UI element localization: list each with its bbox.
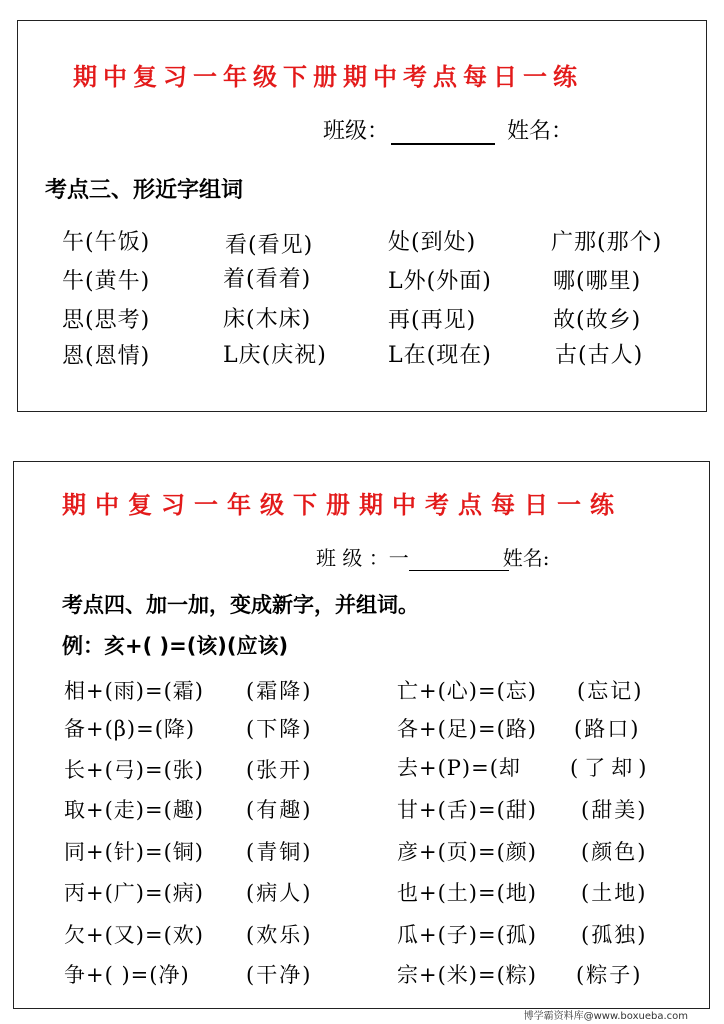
answer-word-left: (有趣) [246, 798, 313, 822]
word-item: 午(午饭) [62, 230, 151, 255]
equation-left: 欠+(又)=(欢) [64, 923, 204, 947]
worksheet-card-2 [13, 461, 710, 1009]
example-line: 例：亥+( )=(该)(应该) [62, 634, 289, 658]
answer-word-left: (张开) [246, 758, 313, 782]
worksheet-title: 期中复习一年级下册期中考点每日一练 [62, 491, 623, 519]
equation-right: 去+(P)=(却 [397, 756, 521, 780]
equation-right: 各+(足)=(路) [397, 717, 537, 741]
answer-word-right: (甜美) [581, 798, 648, 822]
word-item: 故(故乡) [553, 308, 642, 333]
equation-left: 相+(雨)=(霜) [64, 679, 204, 703]
class-label: 班 级 ：一 [316, 546, 409, 570]
answer-word-left: (下降) [246, 717, 313, 741]
equation-right: 甘+(舌)=(甜) [397, 798, 537, 822]
answer-word-left: (欢乐) [246, 923, 313, 947]
equation-left: 备+(β)=(降) [64, 717, 196, 741]
answer-word-left: (青铜) [246, 840, 313, 864]
worksheet-title: 期中复习一年级下册期中考点每日一练 [73, 63, 583, 91]
word-item: 着(看着) [223, 267, 312, 292]
class-label: 班级： [323, 119, 390, 144]
equation-right: 宗+(米)=(粽) [397, 963, 537, 987]
equation-right: 亡+(心)=(忘) [397, 679, 537, 703]
word-item: 看(看见) [225, 233, 314, 258]
footer-watermark: 博学霸资料库@www.boxueba.com [523, 1011, 688, 1022]
word-item: 古(古人) [555, 343, 644, 368]
word-item: 床(木床) [223, 307, 312, 332]
answer-word-left: (病人) [246, 881, 313, 905]
equation-left: 丙+(广)=(病) [64, 881, 204, 905]
word-item: 处(到处) [388, 230, 477, 255]
answer-word-right: (路口) [574, 717, 641, 741]
answer-word-right: (颜色) [581, 840, 648, 864]
word-item: 牛(黄牛) [62, 269, 151, 294]
word-item: 思(思考) [62, 308, 151, 333]
class-name-line [316, 542, 549, 571]
equation-left: 长+(弓)=(张) [64, 758, 204, 782]
equation-left: 同+(针)=(铜) [64, 840, 204, 864]
answer-word-right: (了却) [570, 756, 653, 780]
equation-right: 也+(土)=(地) [397, 881, 537, 905]
word-item: 再(再见) [388, 308, 477, 333]
word-item: 恩(恩情) [62, 344, 151, 369]
equation-right: 彦+(页)=(颜) [397, 840, 537, 864]
equation-left: 争+( )=(净) [64, 963, 190, 987]
name-label: 姓名： [507, 119, 574, 144]
answer-word-left: (干净) [246, 963, 313, 987]
answer-word-right: (土地) [581, 881, 648, 905]
word-item: 哪(哪里) [553, 269, 642, 294]
word-item: L庆(庆祝) [223, 343, 327, 368]
name-label: 姓名: [502, 546, 550, 570]
word-item: 广那(那个) [551, 230, 663, 255]
class-blank[interactable] [391, 123, 495, 145]
section-heading: 考点四、加一加，变成新字，并组词。 [62, 593, 419, 617]
word-item: L在(现在) [388, 343, 492, 368]
answer-word-right: (孤独) [581, 923, 648, 947]
equation-left: 取+(走)=(趣) [64, 798, 204, 822]
word-item: L外(外面) [388, 269, 492, 294]
section-heading: 考点三、形近字组词 [45, 178, 244, 203]
worksheet-card-1 [17, 20, 707, 412]
class-blank[interactable] [409, 550, 509, 571]
answer-word-left: (霜降) [246, 679, 313, 703]
class-name-line [323, 114, 573, 145]
answer-word-right: (忘记) [577, 679, 644, 703]
answer-word-right: (粽子) [576, 963, 643, 987]
equation-right: 瓜+(子)=(孤) [397, 923, 537, 947]
